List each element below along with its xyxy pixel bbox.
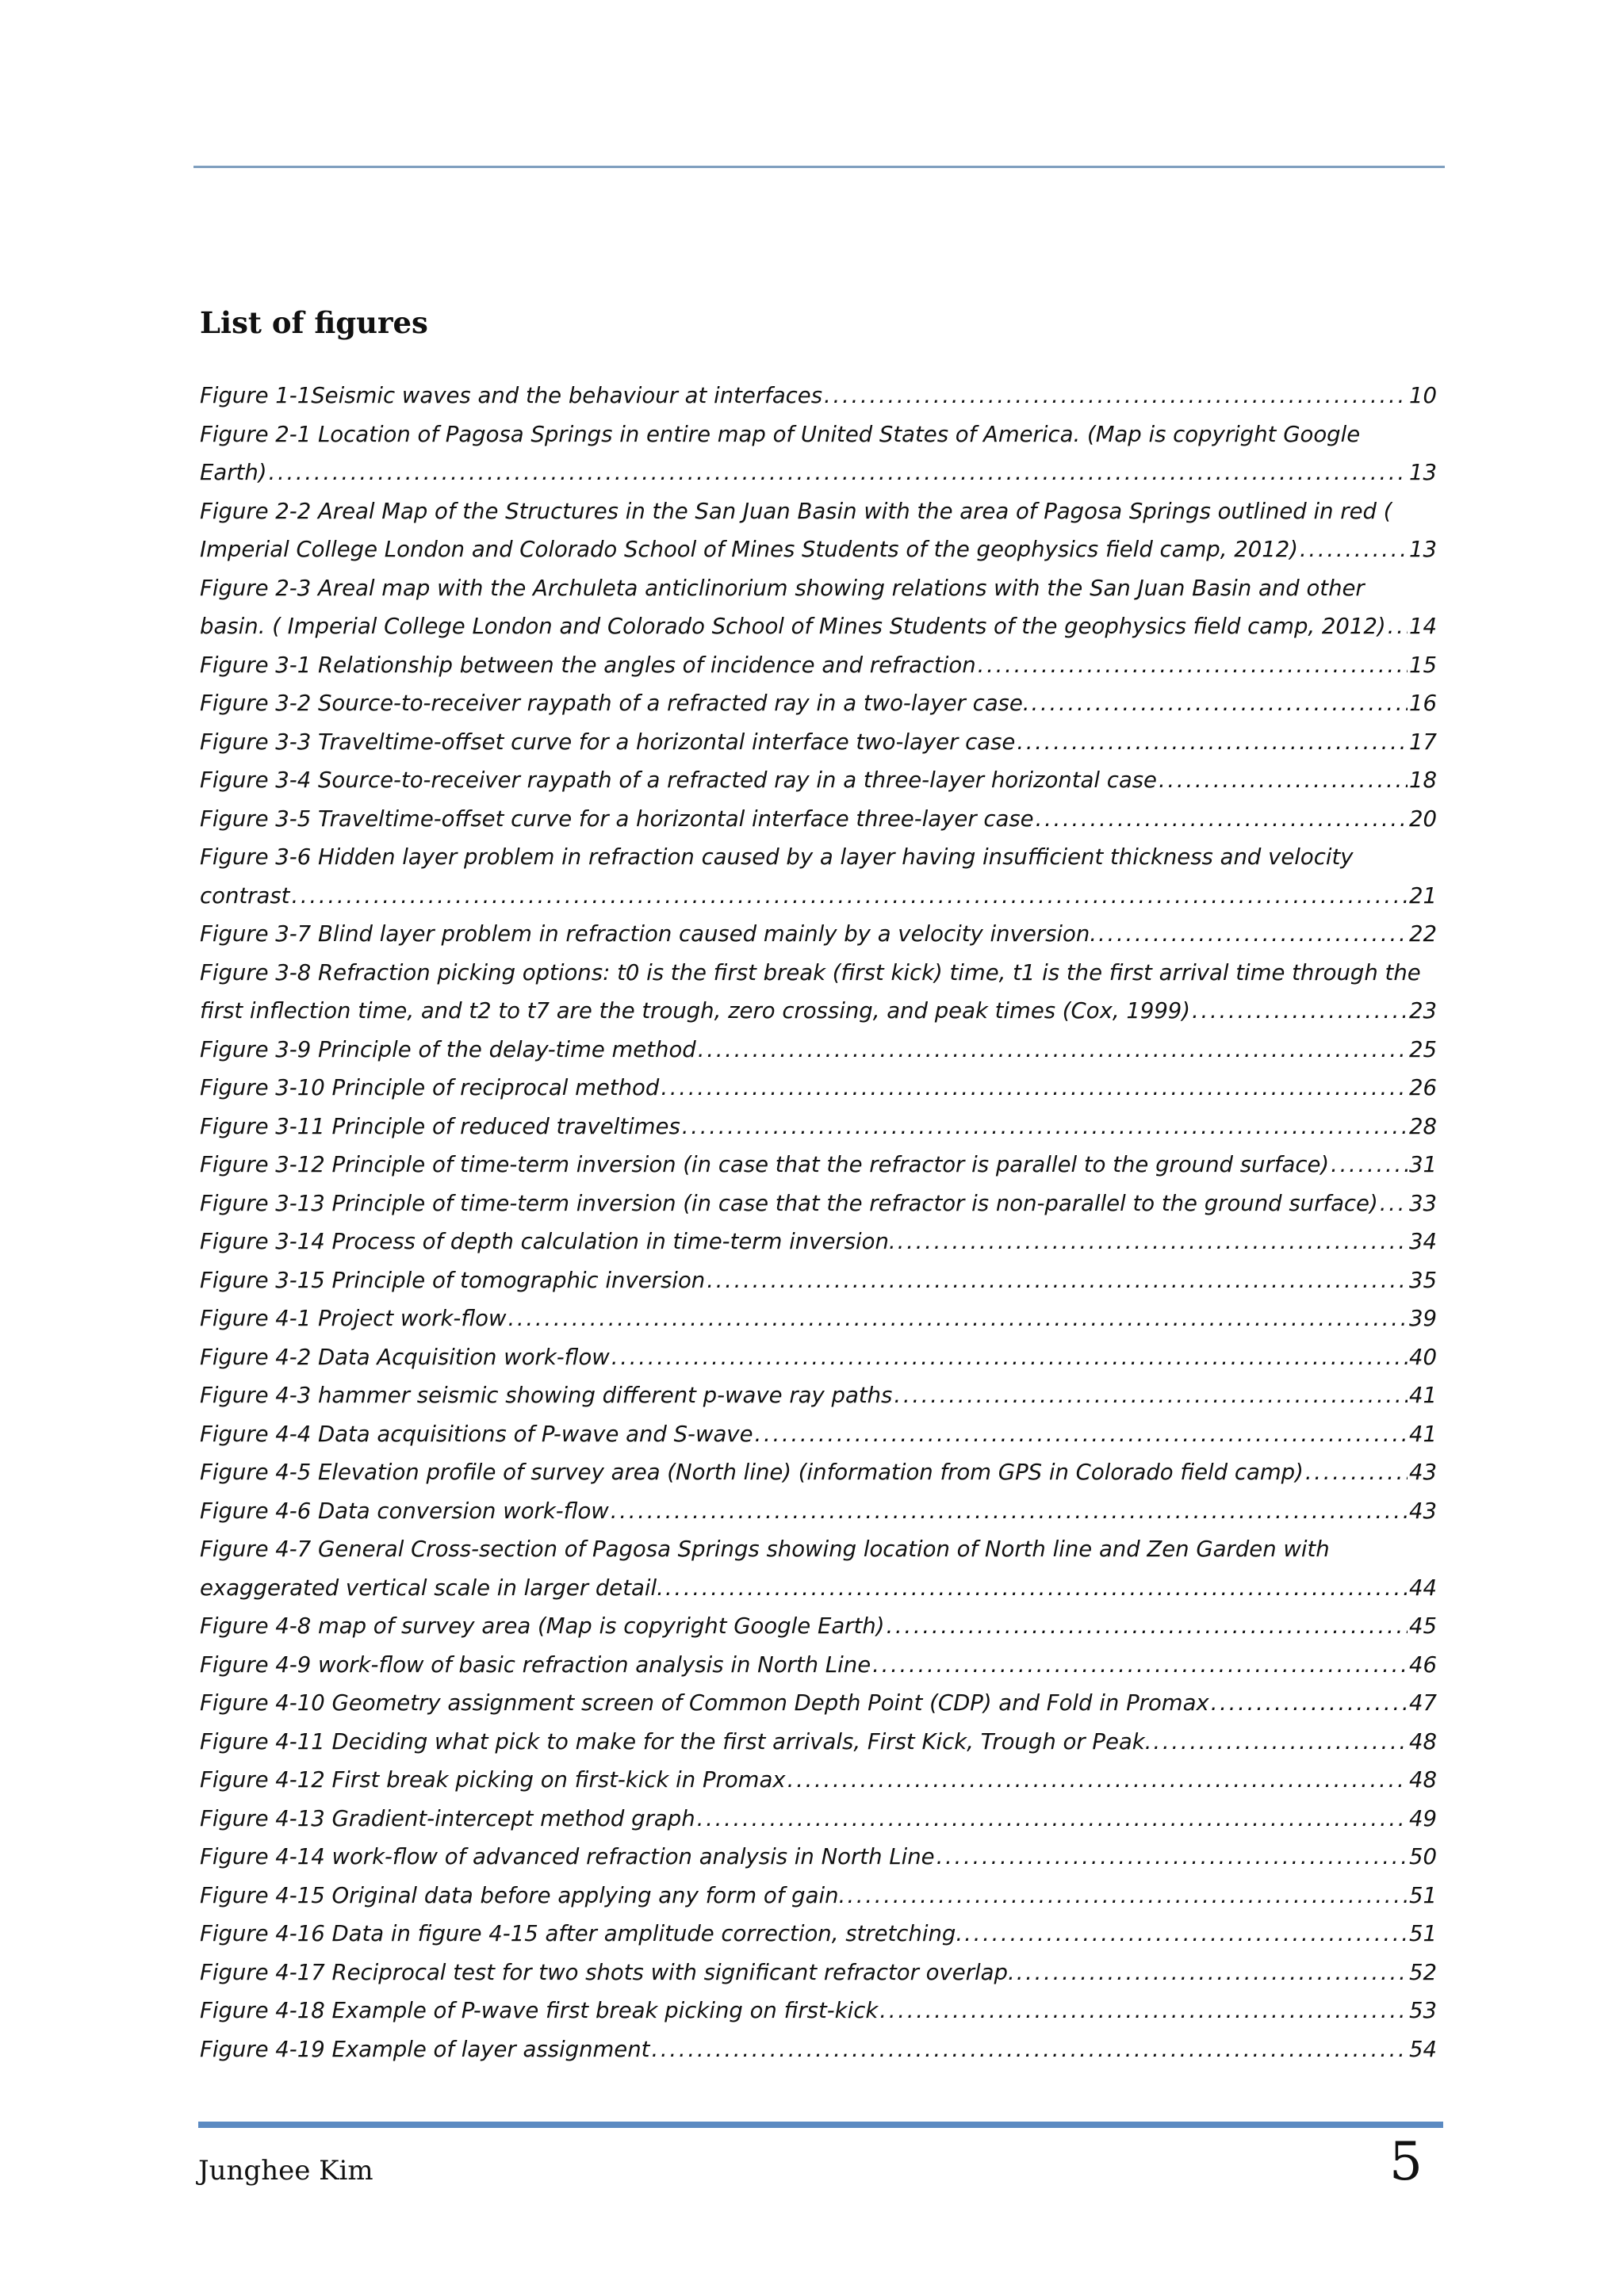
toc-entry[interactable] bbox=[200, 761, 1437, 800]
toc-page-number: 45 bbox=[1409, 1613, 1437, 1639]
toc-page-number: 17 bbox=[1409, 729, 1437, 755]
dot-leader bbox=[1036, 800, 1408, 839]
toc-entry-line bbox=[200, 1146, 1437, 1184]
toc-entry[interactable] bbox=[200, 800, 1437, 839]
toc-entry-text: Figure 3-2 Source-to-receiver raypath of a refracted ray in a two-layer case. bbox=[200, 691, 1030, 716]
toc-page-number: 40 bbox=[1409, 1344, 1437, 1370]
toc-entry-text: Figure 3-6 Hidden layer problem in refraction caused by a layer having insufficient thickness and velocity bbox=[200, 844, 1354, 870]
toc-entry-line bbox=[200, 1761, 1437, 1800]
toc-entry[interactable] bbox=[200, 1146, 1437, 1184]
dot-leader bbox=[1211, 1684, 1408, 1723]
toc-page-number: 50 bbox=[1409, 1844, 1437, 1869]
toc-page-number: 48 bbox=[1409, 1728, 1437, 1755]
dot-leader bbox=[824, 377, 1408, 415]
toc-entry[interactable] bbox=[200, 1108, 1437, 1146]
toc-entry-text: Figure 4-14 work-flow of advanced refraction analysis in North Line bbox=[200, 1844, 935, 1869]
dot-leader bbox=[1388, 607, 1408, 646]
toc-entry-line bbox=[200, 1838, 1437, 1877]
toc-page-number: 43 bbox=[1409, 1460, 1437, 1485]
toc-entry[interactable] bbox=[200, 492, 1437, 569]
toc-entry-line bbox=[200, 492, 1437, 531]
toc-entry-line bbox=[200, 1530, 1437, 1569]
toc-page-number: 44 bbox=[1409, 1575, 1437, 1601]
toc-entry-line bbox=[200, 530, 1437, 569]
toc-entry[interactable] bbox=[200, 1223, 1437, 1261]
dot-leader bbox=[898, 1223, 1408, 1261]
toc-entry-line bbox=[200, 377, 1437, 415]
toc-entry-line bbox=[200, 954, 1437, 993]
toc-entry[interactable] bbox=[200, 415, 1437, 492]
toc-entry[interactable] bbox=[200, 723, 1437, 762]
dot-leader bbox=[755, 1415, 1408, 1454]
dot-leader bbox=[508, 1299, 1408, 1338]
dot-leader bbox=[978, 646, 1408, 685]
toc-page-number: 31 bbox=[1409, 1152, 1437, 1177]
toc-page-number: 39 bbox=[1409, 1306, 1437, 1331]
toc-page-number: 41 bbox=[1409, 1383, 1437, 1408]
toc-entry-text: Figure 3-1 Relationship between the angles of incidence and refraction bbox=[200, 652, 976, 678]
dot-leader bbox=[1331, 1146, 1408, 1184]
toc-entry-line bbox=[200, 1800, 1437, 1839]
dot-leader bbox=[1300, 530, 1408, 569]
toc-page-number: 25 bbox=[1409, 1036, 1437, 1062]
toc-entry-text: Figure 3-8 Refraction picking options: t0 is the first break (first kick) time, t1 is the first arrival time through the bbox=[200, 959, 1421, 985]
toc-entry[interactable] bbox=[200, 377, 1437, 415]
toc-entry-text: Figure 4-16 Data in figure 4-15 after amplitude correction, stretching. bbox=[200, 1921, 963, 1946]
toc-entry-line bbox=[200, 569, 1437, 608]
toc-entry-line bbox=[200, 800, 1437, 839]
toc-entry[interactable] bbox=[200, 1453, 1437, 1492]
toc-page-number: 54 bbox=[1409, 2036, 1437, 2062]
toc-entry-text: Figure 2-2 Areal Map of the Structures in the San Juan Basin with the area of Pagosa Springs outlined in red ( bbox=[200, 498, 1392, 524]
toc-entry-text: Figure 3-10 Principle of reciprocal method bbox=[200, 1075, 660, 1100]
dot-leader bbox=[651, 2030, 1408, 2069]
toc-entry[interactable] bbox=[200, 1031, 1437, 1070]
toc-page-number: 15 bbox=[1409, 652, 1437, 678]
toc-entry-text: Figure 4-5 Elevation profile of survey area (North line) (information from GPS in Colorado field camp) bbox=[200, 1460, 1304, 1485]
toc-entry-text: Figure 1-1Seismic waves and the behaviour at interfaces bbox=[200, 383, 823, 408]
toc-entry[interactable] bbox=[200, 1800, 1437, 1839]
toc-entry-line bbox=[200, 761, 1437, 800]
toc-entry-text: Figure 3-12 Principle of time-term inversion (in case that the refractor is parallel to the ground surface) bbox=[200, 1152, 1330, 1177]
toc-entry[interactable] bbox=[200, 1261, 1437, 1300]
toc-entry-line bbox=[200, 1723, 1437, 1762]
dot-leader bbox=[661, 1069, 1408, 1108]
toc-entry-text: Figure 2-1 Location of Pagosa Springs in entire map of United States of America. (Map is copyright Google bbox=[200, 421, 1361, 447]
toc-entry-text: Figure 4-8 map of survey area (Map is copyright Google Earth) bbox=[200, 1613, 885, 1639]
dot-leader bbox=[1159, 761, 1408, 800]
toc-entry[interactable] bbox=[200, 1607, 1437, 1646]
toc-entry-text: Figure 4-7 General Cross-section of Pagosa Springs showing location of North line and Zen Garden with bbox=[200, 1536, 1330, 1562]
toc-entry-text: contrast bbox=[200, 882, 290, 909]
dot-leader bbox=[872, 1646, 1408, 1685]
toc-entry-line bbox=[200, 607, 1437, 646]
dot-leader bbox=[847, 1877, 1408, 1915]
toc-page-number: 16 bbox=[1409, 691, 1437, 716]
dot-leader bbox=[1192, 992, 1408, 1031]
toc-entry-line bbox=[200, 1646, 1437, 1685]
toc-entry-line bbox=[200, 1877, 1437, 1915]
dot-leader bbox=[1153, 1723, 1408, 1762]
toc-entry[interactable] bbox=[200, 646, 1437, 685]
footer-rule bbox=[198, 2122, 1443, 2128]
toc-entry-line bbox=[200, 1992, 1437, 2030]
toc-entry-line bbox=[200, 1607, 1437, 1646]
toc-entry-text: Figure 4-13 Gradient-intercept method graph bbox=[200, 1805, 695, 1831]
toc-entry-text: Figure 4-18 Example of P-wave first break picking on first-kick bbox=[200, 1998, 879, 2023]
toc-entry-line bbox=[200, 1184, 1437, 1223]
dot-leader bbox=[936, 1838, 1408, 1877]
toc-entry-line bbox=[200, 1492, 1437, 1531]
toc-page-number: 35 bbox=[1409, 1267, 1437, 1293]
toc-entry[interactable] bbox=[200, 1915, 1437, 1954]
toc-entry[interactable] bbox=[200, 1069, 1437, 1108]
toc-page-number: 10 bbox=[1409, 383, 1437, 408]
section-heading: List of figures bbox=[200, 305, 428, 340]
dot-leader bbox=[1380, 1184, 1408, 1223]
toc-entry-line bbox=[200, 1261, 1437, 1300]
dot-leader bbox=[698, 1031, 1408, 1070]
toc-entry-text: Figure 3-5 Traveltime-offset curve for a horizontal interface three-layer case bbox=[200, 806, 1034, 832]
toc-entry-text: Figure 4-19 Example of layer assignment bbox=[200, 2036, 650, 2062]
dot-leader bbox=[1017, 1954, 1408, 1992]
toc-page-number: 28 bbox=[1409, 1113, 1437, 1139]
toc-entry-text: exaggerated vertical scale in larger detail. bbox=[200, 1575, 664, 1601]
toc-entry-text: Figure 4-15 Original data before applying any form of gain. bbox=[200, 1882, 846, 1908]
toc-page-number: 20 bbox=[1409, 806, 1437, 832]
dot-leader bbox=[787, 1761, 1408, 1800]
toc-entry-text: Figure 4-2 Data Acquisition work-flow bbox=[200, 1344, 610, 1370]
footer-author: Junghee Kim bbox=[198, 2155, 373, 2187]
toc-entry-text: Figure 3-13 Principle of time-term inversion (in case that the refractor is non-parallel to the ground surface) bbox=[200, 1190, 1378, 1216]
dot-leader bbox=[879, 1992, 1408, 2030]
figure-list bbox=[200, 377, 1437, 2068]
toc-entry[interactable] bbox=[200, 954, 1437, 1031]
dot-leader bbox=[665, 1569, 1408, 1608]
toc-entry[interactable] bbox=[200, 1992, 1437, 2030]
toc-entry-line bbox=[200, 684, 1437, 723]
toc-entry-line bbox=[200, 1223, 1437, 1261]
toc-entry-line bbox=[200, 1069, 1437, 1108]
toc-entry-text: Figure 4-3 hammer seismic showing different p-wave ray paths bbox=[200, 1383, 893, 1408]
toc-entry-line bbox=[200, 1415, 1437, 1454]
toc-page-number: 13 bbox=[1409, 537, 1437, 562]
toc-page-number: 49 bbox=[1409, 1805, 1437, 1831]
toc-entry-text: Figure 3-9 Principle of the delay-time method bbox=[200, 1036, 696, 1062]
toc-entry-text: basin. ( Imperial College London and Colorado School of Mines Students of the geophysics field camp, 2012) bbox=[200, 614, 1386, 639]
toc-entry[interactable] bbox=[200, 1723, 1437, 1762]
toc-entry[interactable] bbox=[200, 1492, 1437, 1531]
toc-entry-line bbox=[200, 1299, 1437, 1338]
header-rule bbox=[193, 166, 1445, 168]
dot-leader bbox=[1305, 1453, 1408, 1492]
toc-entry-text: Figure 3-14 Process of depth calculation in time-term inversion. bbox=[200, 1229, 896, 1254]
toc-entry[interactable] bbox=[200, 1184, 1437, 1223]
toc-entry-line bbox=[200, 877, 1437, 916]
toc-entry[interactable] bbox=[200, 684, 1437, 723]
footer-page-number: 5 bbox=[1389, 2131, 1423, 2192]
toc-page-number: 41 bbox=[1409, 1421, 1437, 1447]
dot-leader bbox=[291, 877, 1408, 916]
toc-entry-text: Figure 3-11 Principle of reduced traveltimes bbox=[200, 1113, 680, 1139]
toc-entry[interactable] bbox=[200, 1299, 1437, 1338]
toc-entry-line bbox=[200, 1108, 1437, 1146]
dot-leader bbox=[611, 1492, 1408, 1531]
toc-entry-text: Figure 3-3 Traveltime-offset curve for a horizontal interface two-layer case bbox=[200, 729, 1016, 755]
toc-page-number: 34 bbox=[1409, 1229, 1437, 1254]
dot-leader bbox=[611, 1338, 1408, 1377]
toc-page-number: 23 bbox=[1409, 998, 1437, 1024]
toc-entry[interactable] bbox=[200, 838, 1437, 915]
toc-page-number: 18 bbox=[1409, 767, 1437, 793]
dot-leader bbox=[1098, 915, 1408, 954]
toc-page-number: 43 bbox=[1409, 1498, 1437, 1524]
dot-leader bbox=[964, 1915, 1408, 1954]
toc-entry-line bbox=[200, 646, 1437, 685]
toc-entry[interactable] bbox=[200, 1338, 1437, 1377]
toc-entry[interactable] bbox=[200, 2030, 1437, 2069]
toc-entry-line bbox=[200, 723, 1437, 762]
toc-entry[interactable] bbox=[200, 1761, 1437, 1800]
toc-entry[interactable] bbox=[200, 1415, 1437, 1454]
toc-entry-text: Figure 4-12 First break picking on first-kick in Promax bbox=[200, 1767, 786, 1793]
toc-page-number: 51 bbox=[1409, 1921, 1437, 1946]
toc-entry-line bbox=[200, 1915, 1437, 1954]
toc-entry-text: Figure 4-1 Project work-flow bbox=[200, 1306, 507, 1331]
toc-entry[interactable] bbox=[200, 1838, 1437, 1877]
toc-entry[interactable] bbox=[200, 1684, 1437, 1723]
toc-page-number: 51 bbox=[1409, 1882, 1437, 1908]
toc-page-number: 22 bbox=[1409, 921, 1437, 947]
toc-entry-line bbox=[200, 992, 1437, 1031]
toc-entry-text: Figure 3-7 Blind layer problem in refraction caused mainly by a velocity inversion. bbox=[200, 921, 1097, 947]
toc-entry[interactable] bbox=[200, 1646, 1437, 1685]
toc-entry-text: Figure 4-10 Geometry assignment screen of Common Depth Point (CDP) and Fold in Promax bbox=[200, 1690, 1209, 1716]
toc-page-number: 13 bbox=[1409, 460, 1437, 485]
dot-leader bbox=[268, 453, 1408, 492]
dot-leader bbox=[707, 1261, 1408, 1300]
toc-entry-text: Figure 4-17 Reciprocal test for two shots with significant refractor overlap. bbox=[200, 1959, 1015, 1985]
toc-entry-text: Figure 4-11 Deciding what pick to make for the first arrivals, First Kick, Trough or Peak. bbox=[200, 1728, 1152, 1755]
toc-entry-line bbox=[200, 2030, 1437, 2069]
toc-entry[interactable] bbox=[200, 1877, 1437, 1915]
toc-page-number: 46 bbox=[1409, 1651, 1437, 1678]
toc-entry-text: Imperial College London and Colorado School of Mines Students of the geophysics field camp, 2012) bbox=[200, 537, 1298, 562]
toc-entry-line bbox=[200, 453, 1437, 492]
toc-entry[interactable] bbox=[200, 1376, 1437, 1415]
toc-entry[interactable] bbox=[200, 569, 1437, 646]
dot-leader bbox=[894, 1376, 1408, 1415]
toc-entry[interactable] bbox=[200, 1530, 1437, 1607]
dot-leader bbox=[1032, 684, 1408, 723]
toc-page-number: 21 bbox=[1409, 882, 1437, 909]
toc-entry-text: Figure 3-15 Principle of tomographic inversion bbox=[200, 1267, 706, 1293]
dot-leader bbox=[697, 1800, 1408, 1839]
toc-entry-line bbox=[200, 1954, 1437, 1992]
toc-page-number: 48 bbox=[1409, 1767, 1437, 1793]
dot-leader bbox=[682, 1108, 1408, 1146]
toc-entry-text: Figure 3-4 Source-to-receiver raypath of a refracted ray in a three-layer horizontal case bbox=[200, 767, 1157, 793]
toc-entry-line bbox=[200, 1376, 1437, 1415]
toc-entry-line bbox=[200, 1569, 1437, 1608]
toc-entry-line bbox=[200, 1453, 1437, 1492]
toc-page-number: 33 bbox=[1409, 1190, 1437, 1216]
toc-entry[interactable] bbox=[200, 1954, 1437, 1992]
toc-entry-line bbox=[200, 415, 1437, 454]
toc-entry-text: Figure 4-4 Data acquisitions of P-wave and S-wave bbox=[200, 1421, 753, 1447]
toc-page-number: 26 bbox=[1409, 1075, 1437, 1100]
toc-entry[interactable] bbox=[200, 915, 1437, 954]
toc-entry-line bbox=[200, 915, 1437, 954]
toc-page-number: 53 bbox=[1409, 1998, 1437, 2023]
toc-entry-line bbox=[200, 838, 1437, 877]
toc-entry-text: Earth) bbox=[200, 460, 267, 485]
toc-entry-text: Figure 4-9 work-flow of basic refraction analysis in North Line bbox=[200, 1651, 871, 1678]
dot-leader bbox=[886, 1607, 1408, 1646]
dot-leader bbox=[1017, 723, 1408, 762]
toc-page-number: 47 bbox=[1409, 1690, 1437, 1716]
toc-entry-line bbox=[200, 1338, 1437, 1377]
toc-entry-text: first inflection time, and t2 to t7 are the trough, zero crossing, and peak times (Cox, 1999) bbox=[200, 998, 1191, 1024]
toc-entry-line bbox=[200, 1031, 1437, 1070]
toc-entry-text: Figure 4-6 Data conversion work-flow bbox=[200, 1498, 609, 1524]
toc-page-number: 14 bbox=[1409, 614, 1437, 639]
toc-entry-line bbox=[200, 1684, 1437, 1723]
toc-page-number: 52 bbox=[1409, 1959, 1437, 1985]
toc-entry-text: Figure 2-3 Areal map with the Archuleta anticlinorium showing relations with the San Juan Basin and other bbox=[200, 575, 1365, 601]
